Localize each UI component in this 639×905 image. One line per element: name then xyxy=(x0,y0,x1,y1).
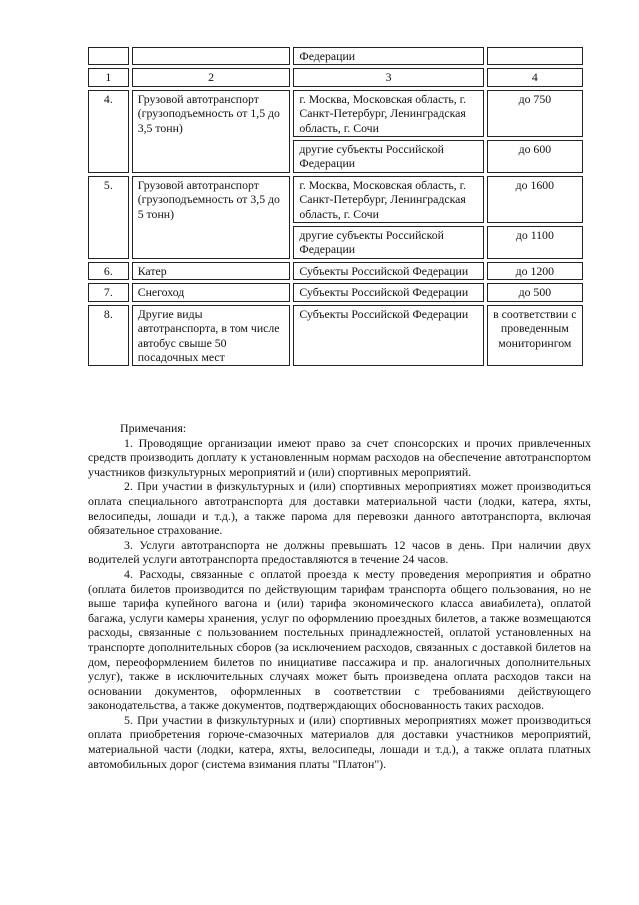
table-row xyxy=(88,305,583,367)
note-item: 5. При участии в физкультурных и (или) спортивных мероприятиях может производиться оплата приобретения горюче-смазочных материалов для доставки участников мероприятий, материальной части (лодки, катера, яхты, велосипеды, лошади и т.д.), а также оплата платных автомобильных дорог (система взимания платы "Платон"). xyxy=(88,712,591,771)
amount: до 600 xyxy=(487,140,583,173)
notes-title: Примечания: xyxy=(120,421,187,435)
row-number: 5. xyxy=(88,176,129,259)
header-row xyxy=(88,68,583,86)
transport-type: Грузовой автотранспорт (грузоподъемность от 1,5 до 3,5 тонн) xyxy=(132,90,291,173)
notes-section xyxy=(88,421,591,771)
region: Субъекты Российской Федерации xyxy=(293,283,483,301)
note-item: 2. При участии в физкультурных и (или) спортивных мероприятиях может производиться оплата специального автотранспорта для доставки материальной части (лодки, катера, яхты, велосипеды, лошади и т.д.), а также парома для перевозки данного автотранспорта, включая обязательное страхование. xyxy=(88,479,591,538)
note-item: 1. Проводящие организации имеют право за счет спонсорских и прочих привлеченных средств производить доплату к установленным нормам расходов на обеспечение автотранспортом участников физкультурных мероприятий и (или) спортивных мероприятий. xyxy=(88,435,591,479)
row-number: 4. xyxy=(88,90,129,173)
amount: в соответствии с проведенным мониторингом xyxy=(487,305,583,367)
amount: до 1600 xyxy=(487,176,583,223)
header-cell-4: 4 xyxy=(487,68,583,86)
transport-type: Катер xyxy=(132,262,291,280)
region: Субъекты Российской Федерации xyxy=(293,262,483,280)
region: другие субъекты Российской Федерации xyxy=(293,226,483,259)
transport-type: Снегоход xyxy=(132,283,291,301)
amount: до 500 xyxy=(487,283,583,301)
transport-rates-table xyxy=(85,44,586,369)
cell-type xyxy=(132,47,291,65)
note-item: 4. Расходы, связанные с оплатой проезда к месту проведения мероприятия и обратно (оплата билетов производится по действующим тарифам транспорта общего пользования, но не выше тарифа купейного вагона и (или) тарифа экономического класса авиабилета), оплатой багажа, услуги камеры хранения, услуг по оформлению проездных билетов, а также возмещаются расходы, связанные с пользованием постельных принадлежностей, оплатой установленных на транспорте дополнительных сборов (за исключением расходов, связанных с доставкой билетов на дом, переоформлением билетов по инициативе пассажира и пр. аналогичных дополнительных услуг), также в исключительных случаях может быть произведена оплата расходов такси на основании документов, оформленных в соответствии с требованиями действующего законодательства, а также документов, подтверждающих обоснованность таких расходов. xyxy=(88,566,591,713)
cell-region: Федерации xyxy=(293,47,483,65)
region: г. Москва, Московская область, г. Санкт-Петербург, Ленинградская область, г. Сочи xyxy=(293,90,483,137)
table-row xyxy=(88,90,583,137)
region: другие субъекты Российской Федерации xyxy=(293,140,483,173)
amount: до 1100 xyxy=(487,226,583,259)
amount: до 750 xyxy=(487,90,583,137)
region: г. Москва, Московская область, г. Санкт-Петербург, Ленинградская область, г. Сочи xyxy=(293,176,483,223)
header-cell-2: 2 xyxy=(132,68,291,86)
row-number: 7. xyxy=(88,283,129,301)
table-row xyxy=(88,283,583,301)
transport-type: Другие виды автотранспорта, в том числе автобус свыше 50 посадочных мест xyxy=(132,305,291,367)
header-cell-1: 1 xyxy=(88,68,129,86)
amount: до 1200 xyxy=(487,262,583,280)
header-cell-3: 3 xyxy=(293,68,483,86)
table-row xyxy=(88,176,583,223)
continued-row xyxy=(88,47,583,65)
row-number: 6. xyxy=(88,262,129,280)
cell-num xyxy=(88,47,129,65)
transport-type: Грузовой автотранспорт (грузоподъемность от 3,5 до 5 тонн) xyxy=(132,176,291,259)
cell-amount xyxy=(487,47,583,65)
note-item: 3. Услуги автотранспорта не должны превышать 12 часов в день. При наличии двух водителей услуги автотранспорта предоставляются в течение 24 часов. xyxy=(88,537,591,567)
table-row xyxy=(88,262,583,280)
row-number: 8. xyxy=(88,305,129,367)
region: Субъекты Российской Федерации xyxy=(293,305,483,367)
